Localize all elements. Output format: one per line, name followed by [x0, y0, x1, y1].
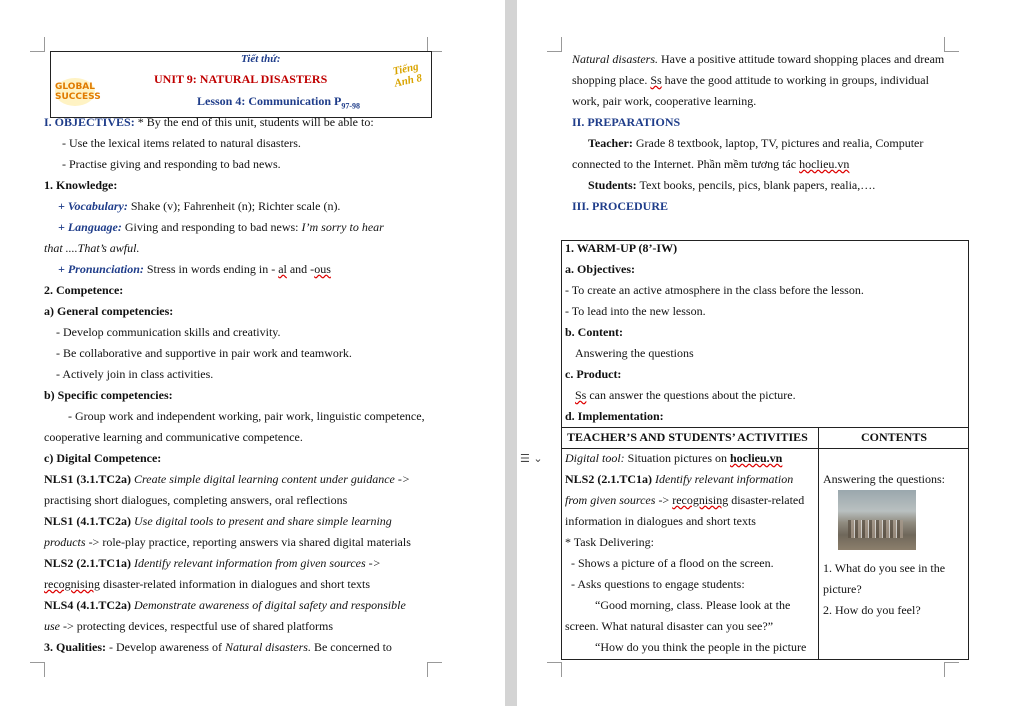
nls-line: products -> role-play practice, reporting answers via shared digital materials — [44, 535, 411, 549]
nls-line: NLS1 (3.1.TC2a) Create simple digital learning content under guidance -> — [44, 472, 410, 486]
global-success-logo: GLOBAL SUCCESS — [55, 78, 95, 106]
language-example: that ....That’s awful. — [44, 241, 140, 255]
objective-item: - To lead into the new lesson. — [565, 304, 706, 318]
objective-item: - Practise giving and responding to bad news. — [62, 157, 281, 171]
nls-line: practising short dialogues, completing answers, oral reflections — [44, 493, 348, 507]
tieng-anh-badge: Tiếng Anh 8 — [391, 60, 424, 90]
crop-mark — [427, 37, 442, 52]
teacher-quote: “How do you think the people in the picture — [595, 640, 807, 654]
teacher-line: Teacher: Grade 8 textbook, laptop, TV, pictures and realia, Computer — [588, 136, 924, 150]
hoclieu-link[interactable]: hoclieu.vn — [799, 157, 850, 171]
digital-competence-heading: c) Digital Competence: — [44, 451, 162, 465]
competency-item: - Develop communication skills and creativity. — [56, 325, 281, 339]
implementation-label: d. Implementation: — [565, 409, 664, 423]
hoclieu-link[interactable]: hoclieu.vn — [730, 451, 783, 465]
document-page-right — [517, 0, 1018, 706]
nls-line: from given sources -> recognising disaster-related — [565, 493, 805, 507]
crop-mark — [30, 662, 45, 677]
competency-item: cooperative learning and communicative competence. — [44, 430, 303, 444]
nls-line: use -> protecting devices, respectful use of shared platforms — [44, 619, 334, 633]
column-header-activities: TEACHER’S AND STUDENTS’ ACTIVITIES — [567, 430, 808, 444]
crop-mark — [944, 662, 959, 677]
objective-item: - To create an active atmosphere in the class before the lesson. — [565, 283, 864, 297]
language-line: + Language: Giving and responding to bad news: I’m sorry to hear — [58, 220, 384, 234]
warmup-heading: 1. WARM-UP (8’-IW) — [565, 241, 678, 255]
document-page-left — [0, 0, 505, 706]
objective-item: - Use the lexical items related to natural disasters. — [62, 136, 301, 150]
nls-line: recognising disaster-related information in dialogues and short texts — [44, 577, 371, 591]
question-1-continued: picture? — [823, 582, 862, 596]
knowledge-heading: 1. Knowledge: — [44, 178, 118, 192]
product-item: Ss can answer the questions about the picture. — [575, 388, 796, 402]
nls-line: NLS4 (4.1.TC2a) Demonstrate awareness of digital safety and responsible — [44, 598, 406, 612]
students-line: Students: Text books, pencils, pics, blank papers, realia,…. — [588, 178, 876, 192]
qualities-line: 3. Qualities: - Develop awareness of Natural disasters. Be concerned to — [44, 640, 392, 654]
specific-competencies-heading: b) Specific competencies: — [44, 388, 173, 402]
crop-mark — [427, 662, 442, 677]
objectives-label: a. Objectives: — [565, 262, 635, 276]
teacher-quote: “Good morning, class. Please look at the — [595, 598, 791, 612]
procedure-heading: III. PROCEDURE — [572, 199, 669, 213]
crop-mark — [547, 37, 562, 52]
contents-title: Answering the questions: — [823, 472, 945, 486]
content-item: Answering the questions — [575, 346, 694, 360]
page-gutter — [505, 0, 517, 706]
content-label: b. Content: — [565, 325, 624, 339]
qualities-continued: shopping place. Ss have the good attitude to working in groups, individual — [572, 73, 929, 87]
nls-line: NLS2 (2.1.TC1a) Identify relevant information — [565, 472, 794, 486]
qualities-continued: Natural disasters. Have a positive attitude toward shopping places and dream — [572, 52, 945, 66]
tiet-thu-label: Tiết thứ: — [241, 53, 281, 65]
competence-heading: 2. Competence: — [44, 283, 124, 297]
vocabulary-line: + Vocabulary: Shake (v); Fahrenheit (n); Richter scale (n). — [58, 199, 341, 213]
question-1: 1. What do you see in the — [823, 561, 946, 575]
pronunciation-line: + Pronunciation: Stress in words ending in - al and -ous — [58, 262, 331, 276]
nls-line: information in dialogues and short texts — [565, 514, 756, 528]
general-competencies-heading: a) General competencies: — [44, 304, 174, 318]
teacher-quote: screen. What natural disaster can you see?” — [565, 619, 774, 633]
question-2: 2. How do you feel? — [823, 603, 921, 617]
layout-options-icon[interactable]: ☰ ⌄ — [520, 452, 543, 465]
crop-mark — [30, 37, 45, 52]
preparations-heading: II. PREPARATIONS — [572, 115, 681, 129]
product-label: c. Product: — [565, 367, 622, 381]
objectives-line: I. OBJECTIVES: * By the end of this unit, students will be able to: — [44, 115, 374, 129]
nls-line: NLS2 (2.1.TC1a) Identify relevant information from given sources -> — [44, 556, 381, 570]
lesson-title: Lesson 4: Communication $P_{97-98}$ — [197, 94, 361, 111]
digital-tool-line: Digital tool: Situation pictures on hoclieu.vn — [565, 451, 783, 465]
flood-photo — [838, 490, 916, 550]
crop-mark — [944, 37, 959, 52]
competency-item: - Be collaborative and supportive in pair work and teamwork. — [56, 346, 352, 360]
nls-line: NLS1 (4.1.TC2a) Use digital tools to present and share simple learning — [44, 514, 392, 528]
crop-mark — [547, 662, 562, 677]
teacher-line: connected to the Internet. Phần mềm tương tác hoclieu.vn — [572, 157, 850, 171]
column-header-contents: CONTENTS — [861, 430, 928, 444]
qualities-continued: work, pair work, cooperative learning. — [572, 94, 757, 108]
competency-item: - Group work and independent working, pair work, linguistic competence, — [68, 409, 425, 423]
task-item: - Shows a picture of a flood on the screen. — [571, 556, 774, 570]
unit-title: UNIT 9: NATURAL DISASTERS — [154, 72, 328, 86]
task-item: - Asks questions to engage students: — [571, 577, 745, 591]
task-delivering-heading: * Task Delivering: — [565, 535, 654, 549]
competency-item: - Actively join in class activities. — [56, 367, 214, 381]
